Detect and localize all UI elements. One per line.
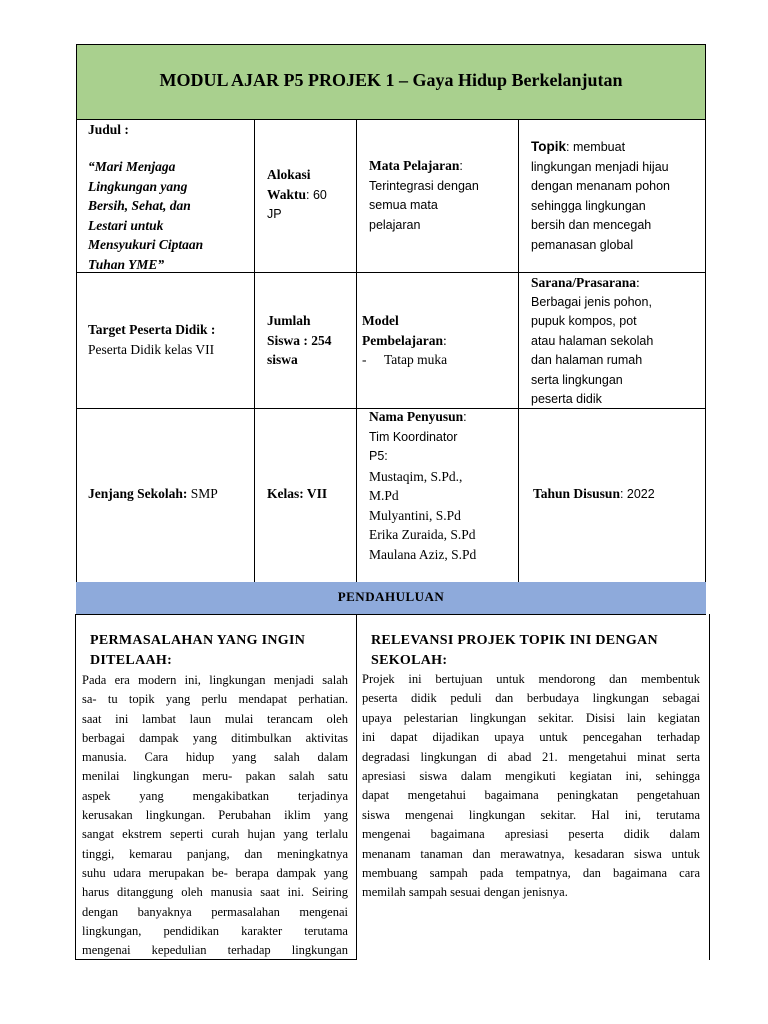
tahun-disusun: Tahun Disusun: 2022 [533,486,655,501]
nama-penyusun: Nama Penyusun: Tim Koordinator P5: Mustaqim, S.Pd., M.Pd Mulyantini, S.Pd Erika Zuraida, S.Pd Maulana Aziz, S.Pd [369,409,477,562]
jenjang-sekolah: Jenjang Sekolah: SMP [88,486,218,501]
sarana-prasarana: Sarana/Prasarana: Berbagai jenis pohon, pupuk kompos, pot atau halaman sekolah dan halaman rumah serta lingkungan peserta didik [531,275,654,406]
pendahuluan-title: PENDAHULUAN [337,589,445,604]
border-top [76,44,706,45]
border-right [705,44,706,614]
kelas: Kelas: VII [267,486,328,501]
permasalahan-heading: PERMASALAHAN YANG INGIN DITELAAH: [90,633,306,668]
judul-label: Judul : [88,122,129,137]
relevansi-body: Projek ini bertujuan untuk mendorong dan membentuk peserta didik peduli dan berbudaya lingkungan sebagai upaya pelestarian lingkungan sekitar. Disisi lain kegiatan ini dapat dijadikan upaya untuk pencegahan terhadap degradasi lingkungan di abad 21. mengetahui minat serta apresiasi siswa dalam mengikuti kegiatan ini, sehingga dapat mengetahui bagaimana peningkatan pengetahuan siswa mengenai lingkungan sekitar. Hal ini, terutama mengenai bagaimana apresiasi peserta didik dalam menanam tanaman dan merawatnya, kesadaran siswa untuk membuang sampah pada tempatnya, dan bagaimana cara memilah sampah sesuai dengan jenisnya. [362,672,700,900]
col-divider-1 [254,119,255,582]
lower-border-right [709,614,710,960]
col-divider-3 [518,119,519,582]
mata-pelajaran: Mata Pelajaran: Terintegrasi dengan semua mata pelajaran [369,158,479,232]
topik: Topik: membuat lingkungan menjadi hijau dengan menanam pohon sehingga lingkungan bersih dan mencegah pemanasan global [531,139,671,252]
col-divider-2 [356,119,357,582]
lower-col-divider [356,614,357,960]
model-pembelajaran: Model Pembelajaran: - Tatap muka [362,313,448,367]
permasalahan-body: Pada era modern ini, lingkungan menjadi salah sa- tu topik yang perlu mendapat perhatian. saat ini lambat laun mulai terancam oleh berbagai dampak yang ditimbulkan aktivitas manusia. Cara hidup yang salah dalam menilai lingkungan meru- pakan salah satu aspek yang mengakibatkan terjadinya kerusakan lingkungan. Perubahan iklim yang sangat ekstrem seperti curah hujan yang terlalu tinggi, kemarau panjang, dan meningkatnya suhu udara merupakan be- berapa dampak yang harus ditanggung oleh manusia saat ini. Seiring dengan banyaknya permasalahan mengenai lingkungan, pendidikan karakter terutama mengenai kepedulian terhadap lingkungan [82,673,348,958]
jumlah-siswa: Jumlah Siswa : 254 siswa [267,313,332,367]
divider-pendahuluan [76,614,706,615]
divider-header [76,119,706,120]
document-title: MODUL AJAR P5 PROJEK 1 – Gaya Hidup Berkelanjutan [159,70,623,90]
lower-border-left [75,614,76,960]
relevansi-heading: RELEVANSI PROJEK TOPIK INI DENGAN SEKOLAH: [371,633,658,668]
border-left [76,44,77,614]
target-peserta-didik: Target Peserta Didik : Peserta Didik kelas VII [88,322,216,357]
judul-value: “Mari Menjaga Lingkungan yang Bersih, Sehat, dan Lestari untuk Mensyukuri Ciptaan Tuhan YME” [88,159,204,272]
alokasi-waktu: Alokasi Waktu: 60 JP [267,167,327,221]
